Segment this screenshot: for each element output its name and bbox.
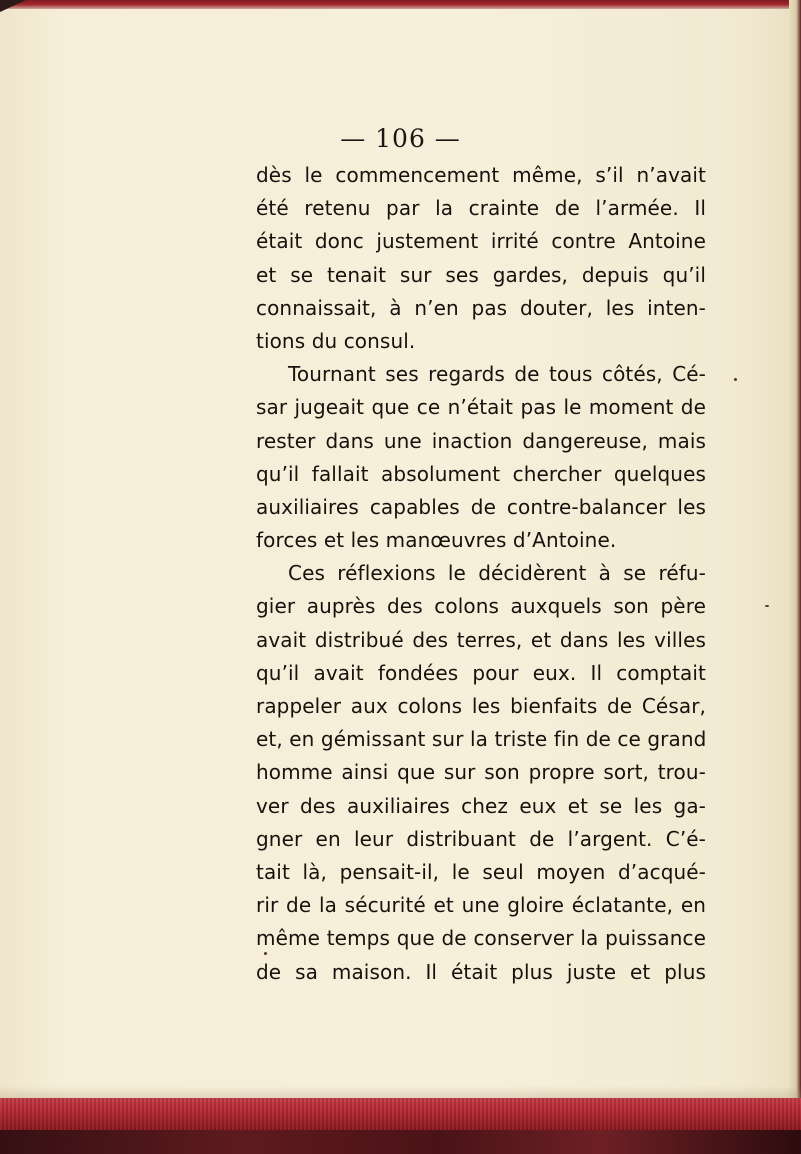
text-line: de sa maison. Il était plus juste et plus	[256, 959, 706, 984]
text-line: dès le commencement même, s’il n’avait	[256, 163, 706, 187]
text-line: tait là, pensait-il, le seul moyen d’acqué-	[256, 859, 706, 884]
text-line: Ces réflexions le décidèrent à se réfu-	[288, 561, 706, 586]
text-line: qu’il avait fondées pour eux. Il comptait	[256, 660, 706, 685]
text-line: connaissait, à n’en pas douter, les inten-	[256, 295, 706, 320]
text-line: rappeler aux colons les bienfaits de César,	[256, 694, 706, 718]
text-line: Tournant ses regards de tous côtés, Cé-	[288, 362, 706, 387]
text-line: et se tenait sur ses gardes, depuis qu’il	[256, 262, 706, 287]
paper-speck	[264, 952, 267, 955]
body-text	[256, 159, 706, 989]
text-line: tions du consul.	[256, 328, 416, 353]
text-line: été retenu par la crainte de l’armée. Il	[256, 196, 706, 221]
text-line: qu’il fallait absolument chercher quelques	[256, 461, 706, 486]
text-line: même temps que de conserver la puissance	[256, 926, 706, 951]
paper-speck	[734, 378, 737, 381]
page-top-edge	[0, 0, 801, 9]
text-line: sar jugeait que ce n’était pas le moment de	[256, 395, 706, 420]
text-line: gner en leur distribuant de l’argent. C’é-	[256, 826, 706, 851]
text-line: forces et les manœuvres d’Antoine.	[256, 528, 617, 553]
page-number: — 106 —	[340, 124, 461, 153]
book-binding-edge	[0, 1130, 801, 1154]
text-line: rester dans une inaction dangereuse, mais	[256, 428, 706, 453]
text-line: homme ainsi que sur son propre sort, trou-	[256, 760, 706, 785]
text-line: auxiliaires capables de contre-balancer les	[256, 494, 706, 519]
page-right-edge	[789, 0, 801, 1154]
text-line: était donc justement irrité contre Antoine	[256, 229, 706, 254]
text-line: avait distribué des terres, et dans les villes	[256, 627, 706, 652]
text-line: et, en gémissant sur la triste fin de ce grand	[256, 727, 707, 752]
text-line: gier auprès des colons auxquels son père	[256, 594, 706, 619]
text-line: ver des auxiliaires chez eux et se les ga-	[256, 793, 706, 818]
text-line: rir de la sécurité et une gloire éclatante, en	[256, 893, 706, 918]
paper-speck	[765, 605, 769, 607]
